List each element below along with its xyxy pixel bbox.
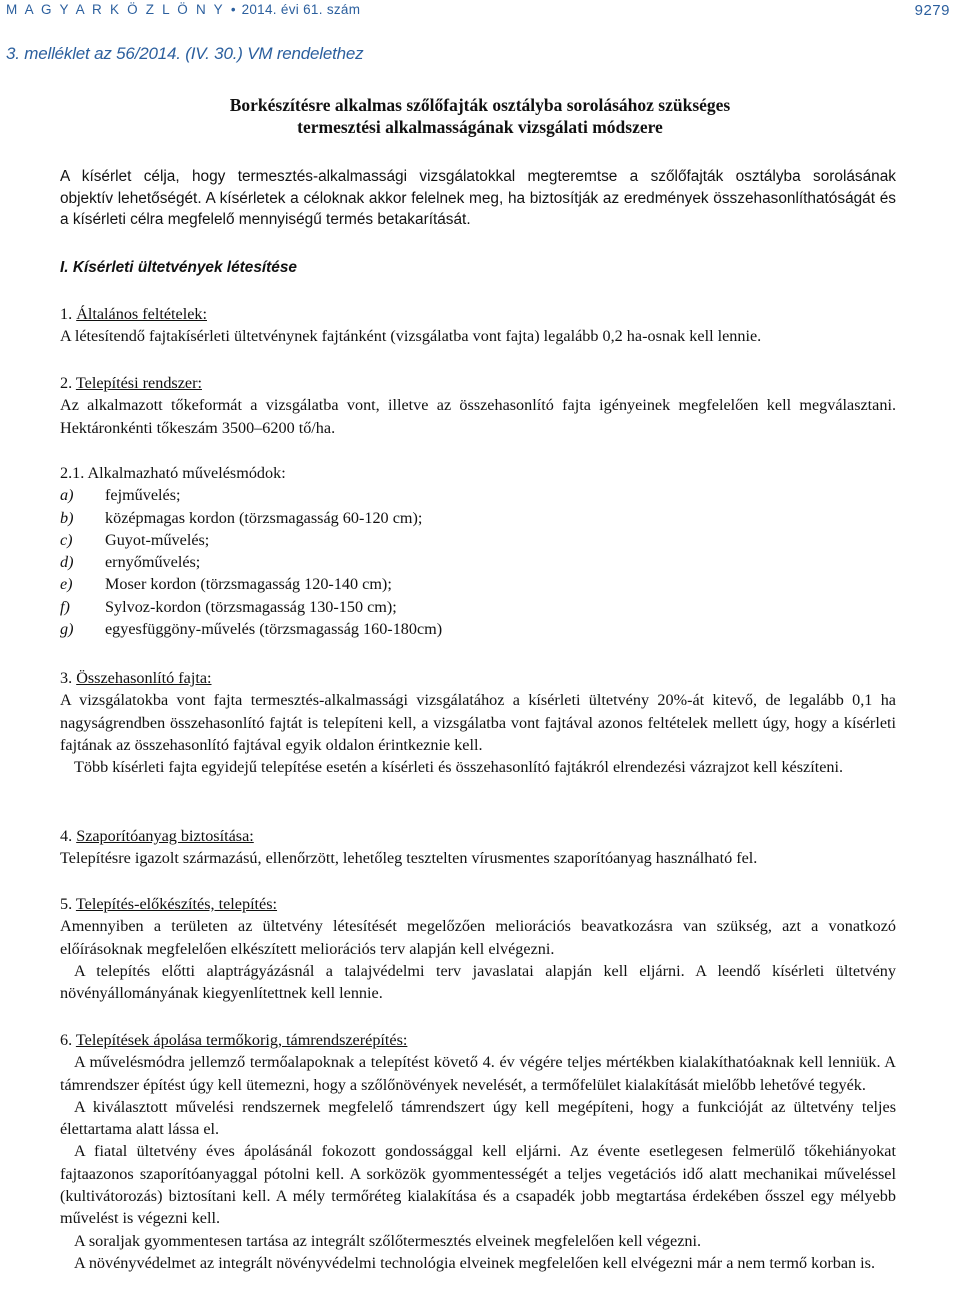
section-heading-1: [60, 257, 896, 279]
item-4-text: Telepítésre igazolt származású, ellenőrzött, lehetőleg tesztelten vírusmentes szaporítóanyag használható fel.: [60, 849, 758, 868]
item-number: 1.: [60, 305, 73, 323]
list-item: [60, 529, 896, 551]
item-6-paragraph-4: A soraljak gyommentesen tartása az integrált szőlőtermesztés elveinek megfelelően kell végezni.: [74, 1231, 702, 1250]
item-3: [60, 667, 896, 778]
list-text: ernyőművelés;: [105, 553, 201, 572]
list-marker: b): [60, 508, 74, 527]
item-3-paragraph-1: A vizsgálatokba vont fajta termesztés-alkalmassági vizsgálatához a kísérleti ültetvény 20%-át kitevő, de legalább 0,1 ha nagyságrendben összehasonlító fajtát is telepíteni kell, a vizsgálatba vont fajtával azonos feltételek mellett úgy, hogy a kísérleti fajtának az összehasonlító fajtával egyik oldalon érintkeznie kell.: [60, 691, 896, 754]
item-label: Összehasonlító fajta:: [76, 669, 212, 687]
list-item: [60, 618, 896, 640]
item-6-paragraph-2: A kiválasztott művelési rendszernek megfelelő támrendszert úgy kell megépíteni, hogy a funkcióját az ültetvény teljes élettartama alatt lássa el.: [60, 1097, 896, 1139]
intro-line-1: A kísérlet célja, hogy termesztés-alkalmassági vizsgálatokkal megteremtse a szőlőfajták osztályba sorolásának: [60, 168, 896, 185]
item-label: Telepítések ápolása termőkorig, támrendszerépítés:: [75, 1031, 408, 1049]
item-6-heading: [60, 1029, 896, 1051]
list-item: [60, 596, 896, 618]
item-3-heading: [60, 667, 896, 689]
section-title: I. Kísérleti ültetvények létesítése: [60, 259, 297, 276]
item-label: Telepítési rendszer:: [75, 374, 202, 392]
journal-title: M A G Y A R K Ö Z L Ö N Y: [6, 2, 225, 17]
item-label: Alkalmazható művelésmódok:: [87, 464, 286, 482]
item-5-heading: [60, 893, 896, 915]
item-2-1: [60, 462, 896, 640]
item-2-heading: [60, 372, 896, 394]
item-number: 5.: [60, 895, 73, 913]
list-marker: c): [60, 530, 73, 549]
list-text: Sylvoz-kordon (törzsmagasság 130-150 cm);: [105, 597, 397, 616]
item-6: [60, 1029, 896, 1274]
item-2-1-heading: [60, 462, 896, 484]
item-2-text: Az alkalmazott tőkeformát a vizsgálatba vont, illetve az összehasonlító fajta igényeinek megfelelően kell megválasztani. Hektáronkénti tőkeszám 3500–6200 tő/ha.: [60, 396, 896, 437]
intro-line-rest: objektív lehetőségét. A kísérletek a céloknak akkor felelnek meg, ha biztosítják az eredmények összehasonlíthatóságát és a kísérleti célra megfelelő mennyiségű termés betakarítását.: [60, 189, 896, 228]
item-1-text: A létesítendő fajtakísérleti ültetvénynek fajtánként (vizsgálatba vont fajta) legalább 0,2 ha-osnak kell lennie.: [60, 327, 762, 346]
document-title-line-2: termesztési alkalmasságának vizsgálati módszere: [297, 117, 663, 137]
list-item: [60, 507, 896, 529]
list-marker: f): [60, 597, 70, 616]
item-label: Általános feltételek:: [76, 305, 207, 323]
list-marker: d): [60, 553, 74, 572]
document-title-line-1: Borkészítésre alkalmas szőlőfajták osztályba sorolásához szükséges: [229, 95, 731, 115]
item-5-paragraph-2: A telepítés előtti alaptrágyázásnál a talajvédelmi terv javaslatai alapján kell eljárni. A leendő kísérleti ültetvény növényállományának kiegyenlítettnek kell lennie.: [60, 961, 896, 1003]
item-number: 2.: [60, 374, 73, 392]
item-number: 4.: [60, 827, 73, 845]
item-label: Telepítés-előkészítés, telepítés:: [75, 895, 278, 913]
item-6-paragraph-1: A művelésmódra jellemző termőalapoknak a telepítést követő 4. év végére teljes mértékben kialakíthatóaknak kell lenniük. A támrendszer építést úgy kell ütemezni, hogy a szőlőnövények nevelését, a termőfelület kialakítását mielőbb lehetővé tegyék.: [60, 1053, 896, 1094]
list-marker: a): [60, 486, 74, 505]
list-item: [60, 484, 896, 506]
item-2: [60, 372, 896, 439]
issue-info: 2014. évi 61. szám: [241, 2, 361, 17]
item-4: [60, 825, 896, 870]
list-text: fejművelés;: [105, 486, 181, 505]
annex-reference: 3. melléklet az 56/2014. (IV. 30.) VM rendelethez: [6, 44, 364, 63]
page-number: 9279: [914, 2, 950, 19]
list-text: Moser kordon (törzsmagasság 120-140 cm);: [105, 575, 392, 594]
list-item: [60, 573, 896, 595]
header-separator: •: [230, 2, 236, 17]
item-1-heading: [60, 303, 896, 325]
list-marker: e): [60, 575, 73, 594]
item-6-paragraph-3: A fiatal ültetvény éves ápolásánál fokozott gondossággal kell eljárni. Az évente esetlegesen felmerülő tőkehiányokat fajtaazonos szaporítóanyaggal pótolni kell. A sorközök gyommentességét a teljes vegetációs idő alatt mechanikai műveléssel (kultivátorozás) biztosítani kell. A mély termőréteg kialakítása és a csapadék jobb megtartása érdekében ősszel egy mélyebb művelést is végezni kell.: [60, 1142, 896, 1228]
item-6-paragraph-5: A növényvédelmet az integrált növényvédelmi technológia elveinek megfelelően kell elvégezni már a nem termő korban is.: [74, 1253, 875, 1272]
item-3-paragraph-2: Több kísérleti fajta egyidejű telepítése esetén a kísérleti és összehasonlító fajtákról elrendezési vázrajzot kell készíteni.: [74, 758, 844, 777]
item-5-paragraph-1: Amennyiben a területen az ültetvény létesítését megelőzően meliorációs beavatkozásra van szükség, azt a vonatkozó előírásoknak megfelelően elkészített meliorációs terv alapján kell elvégezni.: [60, 917, 896, 958]
list-item: [60, 551, 896, 573]
item-5: [60, 893, 896, 1004]
item-number: 6.: [60, 1031, 73, 1049]
item-number: 2.1.: [60, 464, 85, 482]
intro-paragraph: [60, 166, 896, 231]
item-number: 3.: [60, 669, 73, 687]
journal-info: [6, 2, 360, 17]
list-text: Guyot-művelés;: [105, 530, 210, 549]
item-4-heading: [60, 825, 896, 847]
item-1: [60, 303, 896, 348]
cultivation-methods-list: [60, 484, 896, 640]
list-text: egyesfüggöny-művelés (törzsmagasság 160-180cm): [105, 620, 443, 639]
list-marker: g): [60, 620, 74, 639]
list-text: középmagas kordon (törzsmagasság 60-120 cm);: [105, 508, 423, 527]
item-label: Szaporítóanyag biztosítása:: [76, 827, 254, 845]
running-header: [6, 2, 954, 22]
